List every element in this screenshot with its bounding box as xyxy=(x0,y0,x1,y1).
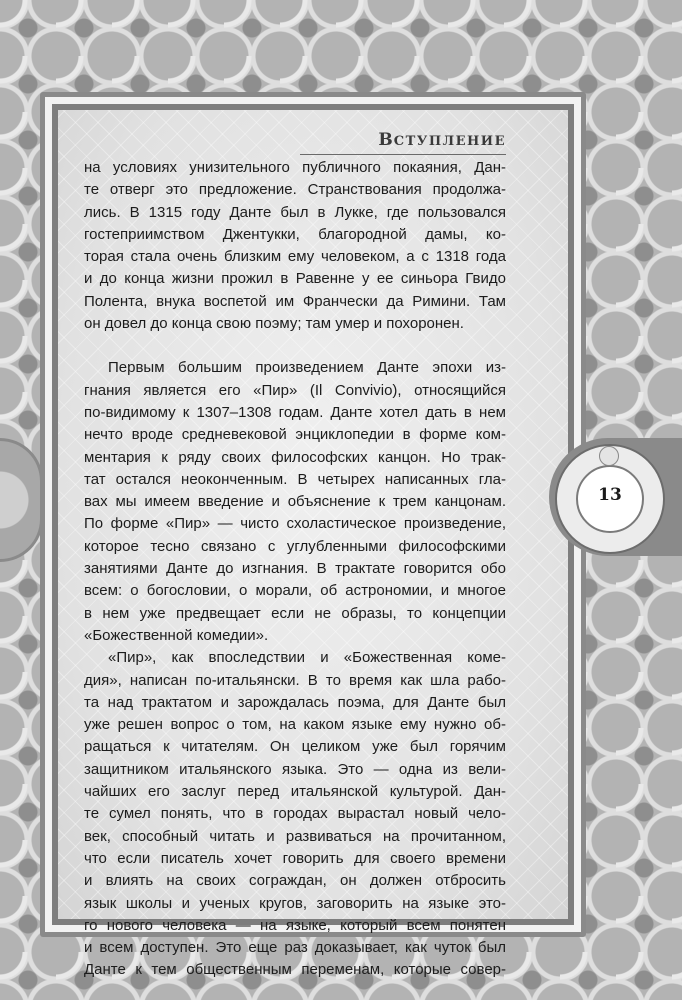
text-line: дия», написан по-итальянски. В то время как шла рабо- xyxy=(84,671,506,689)
running-header xyxy=(300,124,506,155)
text-line: нечто вроде средневековой энциклопедии в форме ком- xyxy=(84,426,506,444)
text-line: Первым большим произведением Данте эпохи из- xyxy=(108,359,506,377)
text-line: он довел до конца свою поэму; там умер и похоронен. xyxy=(84,315,464,333)
text-line: ментария к ряду своих философских канцон. Но трак- xyxy=(84,448,506,466)
text-line: чайших его заслуг перед итальянской культурой. Дан- xyxy=(84,783,506,801)
body-text xyxy=(84,157,506,982)
text-line: защитником итальянского языка. Это — одна из вели- xyxy=(84,760,506,778)
text-line: ращаться к читателям. Он целиком уже был горячим xyxy=(84,738,506,756)
text-line: занятиями Данте до изгнания. В трактате говорится обо xyxy=(84,560,506,578)
text-line: которое тесно связано с углубленными философскими xyxy=(84,537,506,555)
text-line: тат остался неоконченным. В четырех написанных гла- xyxy=(84,470,506,488)
text-line: те сумел понять, что в городах вырастал новый чело- xyxy=(84,805,506,823)
text-line: что если писатель хочет говорить для своего времени xyxy=(84,849,506,867)
text-line: та над трактатом и зарождалась поэма, для Данте был xyxy=(84,693,506,711)
section-title-rest: СТУПЛЕНИЕ xyxy=(393,134,506,149)
text-line: по-видимому к 1307–1308 годам. Данте хотел дать в нем xyxy=(84,403,506,421)
text-line: лись. В 1315 году Данте был в Лукке, где пользовался xyxy=(84,203,506,221)
text-line: в нем уже предвещает если не образы, то концепции xyxy=(84,604,506,622)
text-line: всем: о богословии, о морали, об астрономии, и многое xyxy=(84,582,506,600)
text-line: «Пир», как впоследствии и «Божественная коме- xyxy=(108,649,506,667)
page-number-badge xyxy=(549,438,682,556)
text-line: вах мы имеем введение и объяснение к трем канцонам. xyxy=(84,493,506,511)
text-line: Данте к тем общественным переменам, которые совер- xyxy=(84,961,506,979)
section-title xyxy=(378,130,506,150)
flower-ornament-icon xyxy=(599,446,619,466)
text-line: го нового человека — на языке, который всем понятен xyxy=(84,916,506,934)
text-line: век, способный читать и развиваться на прочитанном, xyxy=(84,827,506,845)
text-line: гнания является его «Пир» (Il Convivio), относящийся xyxy=(84,381,506,399)
text-line: язык школы и ученых кругов, заговорить на языке это- xyxy=(84,894,506,912)
paragraph-gap xyxy=(84,335,506,357)
text-line: торая стала очень близким ему человеком, а с 1318 года xyxy=(84,248,506,266)
text-line: и всем доступен. Это еще раз доказывает, как чуток был xyxy=(84,939,506,957)
text-line: По форме «Пир» — чисто схоластическое произведение, xyxy=(84,515,506,533)
text-line: на условиях унизительного публичного покаяния, Дан- xyxy=(84,159,506,176)
text-line: те отверг это предложение. Странствования продолжа- xyxy=(84,181,506,199)
text-line: «Божественной комедии». xyxy=(84,626,269,644)
text-line: Полента, внука воспетой им Франчески да Римини. Там xyxy=(84,292,506,310)
text-line: гостеприимством Джентукки, благородной дамы, ко- xyxy=(84,225,506,243)
text-line: и до конца жизни прожил в Равенне у ее синьора Гвидо xyxy=(84,270,506,288)
side-ornament xyxy=(0,438,43,562)
page-number: 13 xyxy=(598,485,622,505)
section-title-initial: В xyxy=(378,130,394,150)
text-line: уже решен вопрос о том, на каком языке ему нужно об- xyxy=(84,716,506,734)
text-line: и влиять на своих сограждан, он должен отбросить xyxy=(84,872,506,890)
